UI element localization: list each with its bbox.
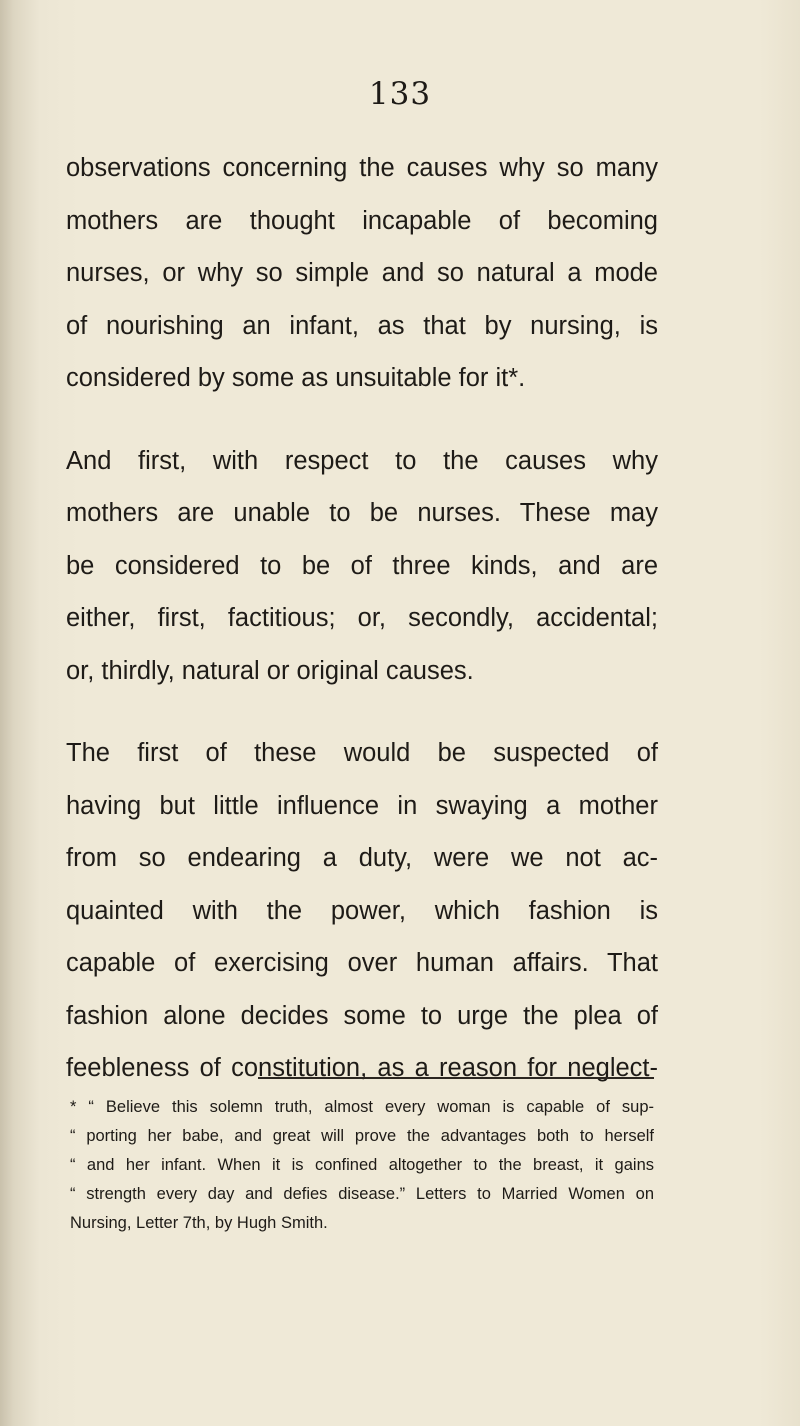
text-line: of nourishing an infant, as that by nursing, is xyxy=(66,311,658,340)
paragraph-1 xyxy=(66,142,658,405)
text-line: mothers are unable to be nurses. These may xyxy=(66,499,658,527)
text-line: feebleness of constitution, as a reason for neglect- xyxy=(66,1054,658,1082)
footnote-line: * “ Believe this solemn truth, almost every woman is capable of sup- xyxy=(70,1098,654,1116)
footnote-line: “ porting her babe, and great will prove the advantages both to herself xyxy=(70,1127,654,1145)
text-line: having but little influence in swaying a mother xyxy=(66,791,658,820)
text-line: or, thirdly, natural or original causes. xyxy=(66,656,474,685)
paragraph-3 xyxy=(66,727,658,1095)
body-text xyxy=(66,142,658,1095)
text-line: from so endearing a duty, were we not ac- xyxy=(66,844,658,872)
page-number: 133 xyxy=(368,76,432,112)
text-line: nurses, or why so simple and so natural a mode xyxy=(66,259,658,287)
text-line: mothers are thought incapable of becoming xyxy=(66,206,658,235)
footnote-line: “ strength every day and defies disease.” Letters to Married Women on xyxy=(70,1185,654,1203)
text-line: The first of these would be suspected of xyxy=(66,739,658,767)
text-line: capable of exercising over human affairs. That xyxy=(66,949,658,977)
footnote-line: Nursing, Letter 7th, by Hugh Smith. xyxy=(70,1214,328,1232)
footnote xyxy=(70,1093,654,1238)
text-line: observations concerning the causes why so many xyxy=(66,154,658,182)
paragraph-2 xyxy=(66,435,658,698)
footnote-divider xyxy=(258,1077,654,1079)
text-line: be considered to be of three kinds, and are xyxy=(66,551,658,580)
text-line: either, first, factitious; or, secondly, accidental; xyxy=(66,604,658,632)
text-line: quainted with the power, which fashion is xyxy=(66,896,658,925)
footnote-line: “ and her infant. When it is confined altogether to the breast, it gains xyxy=(70,1156,654,1174)
text-line: And first, with respect to the causes why xyxy=(66,446,658,475)
text-line: fashion alone decides some to urge the plea of xyxy=(66,1001,658,1030)
text-line: considered by some as unsuitable for it*. xyxy=(66,364,526,392)
